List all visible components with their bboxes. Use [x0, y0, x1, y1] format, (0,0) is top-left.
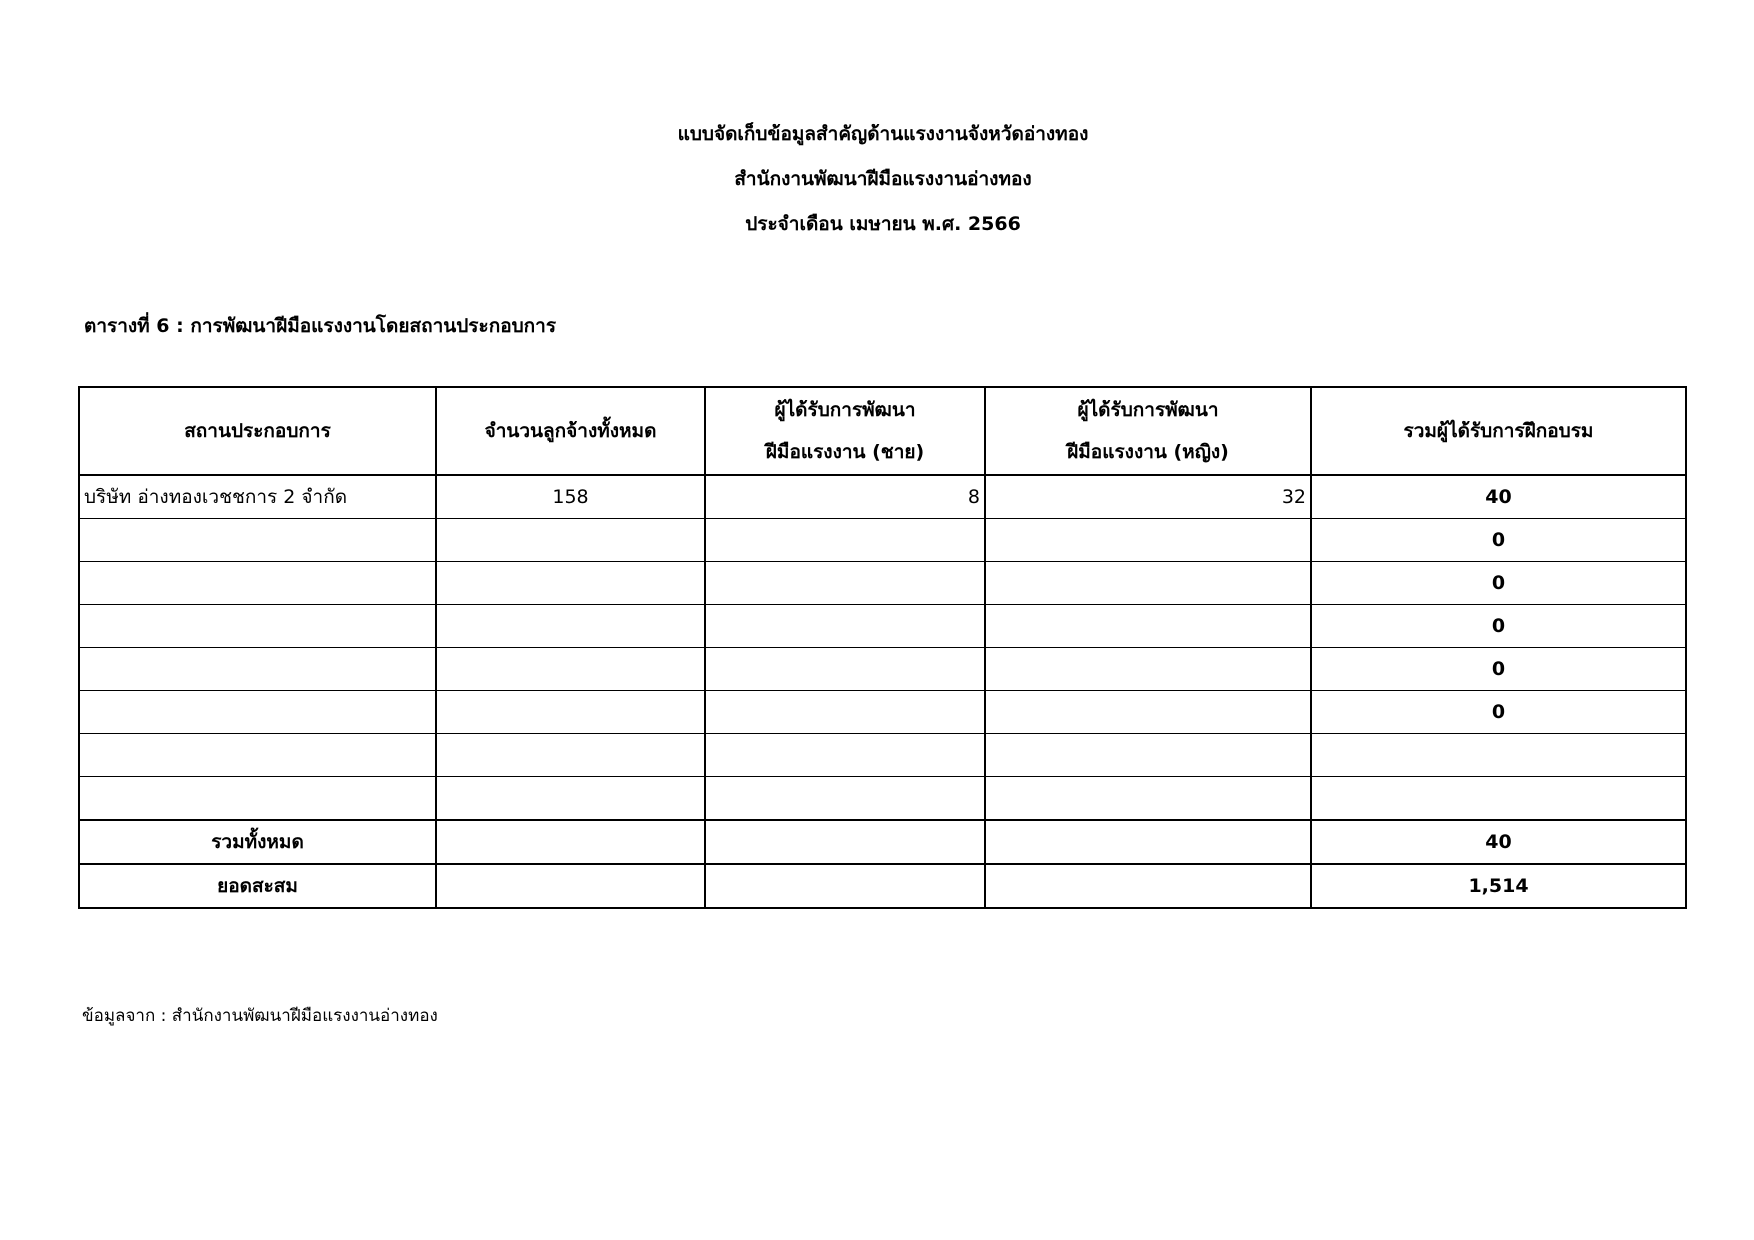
report-header [0, 112, 1754, 247]
table-row [79, 519, 1686, 562]
table-row [79, 605, 1686, 648]
cell-male [705, 734, 985, 777]
table-row [79, 648, 1686, 691]
cell-establishment [79, 648, 436, 691]
cell-employees [436, 519, 705, 562]
cumulative-row [79, 864, 1686, 908]
cell-female [985, 519, 1311, 562]
cell-employees [436, 562, 705, 605]
table-row [79, 475, 1686, 519]
col-header-male [705, 387, 985, 475]
grand-total-female [985, 820, 1311, 864]
table-row [79, 777, 1686, 821]
cell-establishment [79, 519, 436, 562]
col-header-establishment: สถานประกอบการ [79, 387, 436, 475]
col-header-female-line2: ฝีมือแรงงาน (หญิง) [1067, 441, 1229, 463]
cell-employees: 158 [436, 475, 705, 519]
col-header-employees: จำนวนลูกจ้างทั้งหมด [436, 387, 705, 475]
cell-establishment [79, 691, 436, 734]
cell-male: 8 [705, 475, 985, 519]
cell-total [1311, 734, 1686, 777]
cell-establishment: บริษัท อ่างทองเวชชการ 2 จำกัด [79, 475, 436, 519]
grand-total-label: รวมทั้งหมด [79, 820, 436, 864]
cell-employees [436, 734, 705, 777]
cell-employees [436, 648, 705, 691]
cell-establishment [79, 734, 436, 777]
table-row [79, 691, 1686, 734]
cell-female [985, 648, 1311, 691]
cell-male [705, 648, 985, 691]
grand-total-value: 40 [1311, 820, 1686, 864]
cumulative-value: 1,514 [1311, 864, 1686, 908]
cell-establishment [79, 605, 436, 648]
col-header-male-line2: ฝีมือแรงงาน (ชาย) [765, 441, 925, 463]
table-row [79, 562, 1686, 605]
cell-total: 0 [1311, 648, 1686, 691]
cell-female [985, 605, 1311, 648]
cell-total: 0 [1311, 605, 1686, 648]
cell-employees [436, 605, 705, 648]
source-note: ข้อมูลจาก : สำนักงานพัฒนาฝีมือแรงงานอ่างทอง [82, 1006, 438, 1026]
cell-establishment [79, 777, 436, 821]
cell-female [985, 734, 1311, 777]
col-header-male-line1: ผู้ได้รับการพัฒนา [774, 399, 916, 421]
grand-total-row [79, 820, 1686, 864]
cell-total: 40 [1311, 475, 1686, 519]
cell-employees [436, 777, 705, 821]
cumulative-employees [436, 864, 705, 908]
cell-male [705, 777, 985, 821]
cell-male [705, 605, 985, 648]
cell-female [985, 691, 1311, 734]
training-table [78, 386, 1687, 909]
table-row [79, 734, 1686, 777]
cell-female [985, 562, 1311, 605]
cumulative-male [705, 864, 985, 908]
cumulative-female [985, 864, 1311, 908]
col-header-female [985, 387, 1311, 475]
cell-female: 32 [985, 475, 1311, 519]
cell-total: 0 [1311, 519, 1686, 562]
table-caption: ตารางที่ 6 : การพัฒนาฝีมือแรงงานโดยสถานประกอบการ [84, 315, 557, 337]
cell-female [985, 777, 1311, 821]
table-header-row [79, 387, 1686, 475]
cell-employees [436, 691, 705, 734]
grand-total-employees [436, 820, 705, 864]
cell-male [705, 562, 985, 605]
office-name: สำนักงานพัฒนาฝีมือแรงงานอ่างทอง [734, 168, 1032, 190]
col-header-female-line1: ผู้ได้รับการพัฒนา [1077, 399, 1219, 421]
cell-male [705, 691, 985, 734]
grand-total-male [705, 820, 985, 864]
col-header-total: รวมผู้ได้รับการฝึกอบรม [1311, 387, 1686, 475]
cell-total [1311, 777, 1686, 821]
cell-total: 0 [1311, 691, 1686, 734]
report-title: แบบจัดเก็บข้อมูลสำคัญด้านแรงงานจังหวัดอ่างทอง [677, 123, 1089, 145]
report-period: ประจำเดือน เมษายน พ.ศ. 2566 [745, 213, 1021, 235]
cumulative-label: ยอดสะสม [79, 864, 436, 908]
cell-total: 0 [1311, 562, 1686, 605]
cell-male [705, 519, 985, 562]
cell-establishment [79, 562, 436, 605]
